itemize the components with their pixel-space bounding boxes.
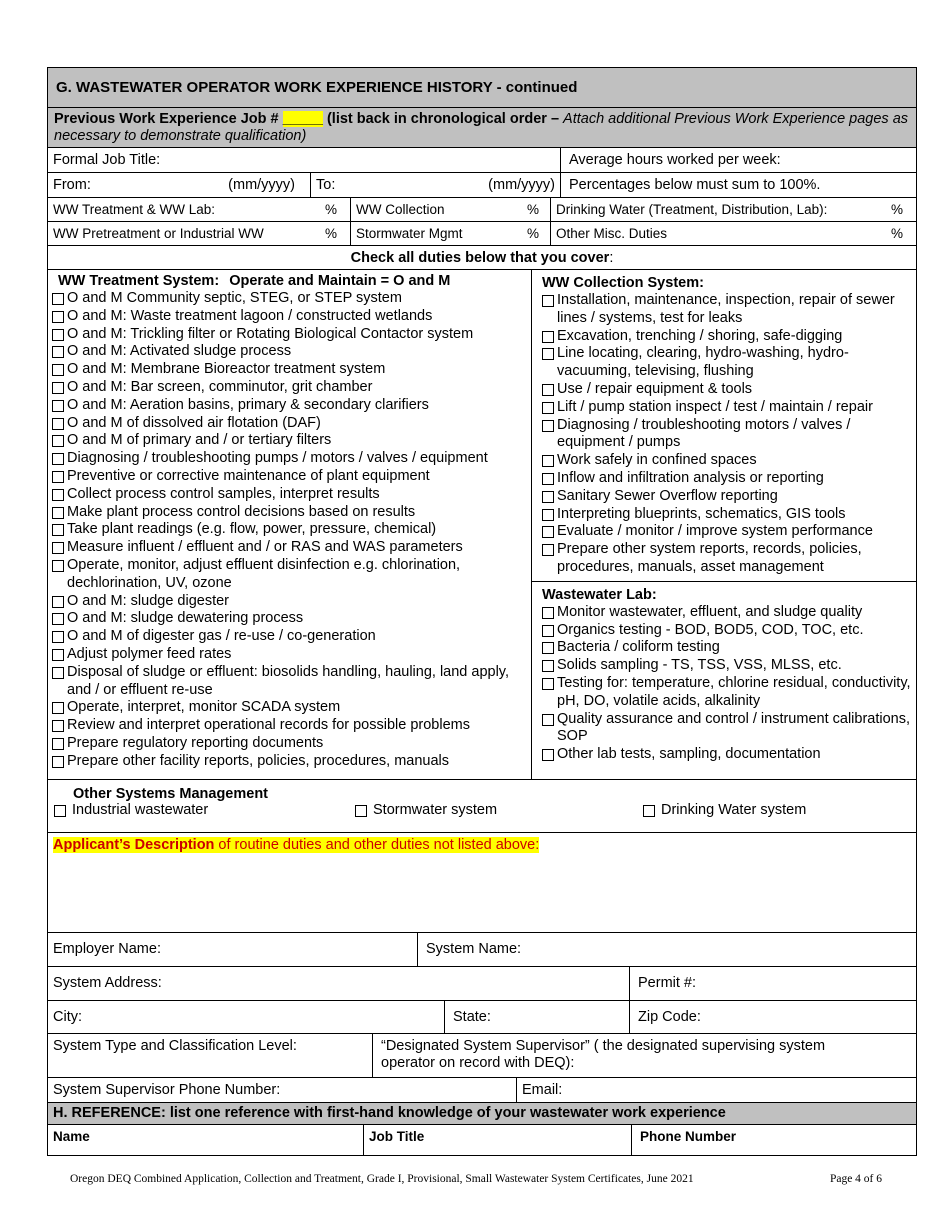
avg-hours-field[interactable]: Average hours worked per week: [569,152,781,168]
ww-treatment-checkbox[interactable] [52,489,64,501]
to-label: To: [316,177,336,193]
ww-treatment-title-text: WW Treatment System: [58,273,220,289]
ww-treatment-item-label: O and M Community septic, STEG, or STEP system [67,290,402,306]
ww-treatment-checkbox[interactable] [52,382,64,394]
ww-lab-item-label: Testing for: temperature, chlorine residual, conductivity, pH, DO, volatile acids, alkalinity [557,674,911,709]
ww-lab-checkbox[interactable] [542,660,554,672]
ww-lab-item-label: Bacteria / coliform testing [557,639,720,656]
ww-treatment-checkbox[interactable] [52,346,64,358]
ww-treatment-item[interactable] [52,699,531,717]
ww-treatment-item-label: Disposal of sludge or effluent: biosolids handling, hauling, land apply, and / or effluent re-use [67,663,510,698]
industrial-checkbox[interactable] [54,805,66,817]
pct-stormwater-field[interactable] [351,222,551,245]
ww-collection-title: WW Collection System: [542,275,704,291]
industrial-label: Industrial wastewater [72,801,209,818]
ww-treatment-item-label: O and M: sludge digester [67,592,230,609]
section-h-header: H. REFERENCE: list one reference with first-hand knowledge of your wastewater work experience [53,1105,726,1122]
ww-collection-checkbox[interactable] [542,491,554,503]
previous-job-label: Previous Work Experience Job # [54,111,279,127]
ww-treatment-checkbox[interactable] [52,453,64,465]
ww-treatment-item-label: Diagnosing / troubleshooting pumps / motors / valves / equipment [67,450,488,467]
ww-treatment-section [48,270,532,779]
ww-treatment-checkbox[interactable] [52,631,64,643]
pct-other-misc-label: Other Misc. Duties [556,226,668,241]
reference-name-field[interactable]: Name [48,1125,364,1155]
ww-lab-item-label: Other lab tests, sampling, documentation [557,746,821,763]
pct-drinking-water-label: Drinking Water (Treatment, Distribution, Lab): [556,202,828,217]
ww-collection-section [532,270,916,582]
ww-treatment-item-label: O and M: Aeration basins, primary & secondary clarifiers [67,396,429,413]
ww-treatment-item[interactable] [52,504,531,522]
stormwater-checkbox[interactable] [355,805,367,817]
pct-ww-collection-label: WW Collection [356,202,445,217]
pct-sign: % [324,226,337,241]
check-all-colon: : [609,249,614,266]
ww-treatment-item-label: O and M of dissolved air flotation (DAF) [67,414,321,431]
ww-treatment-item[interactable] [52,326,531,344]
ww-treatment-item[interactable] [52,753,531,771]
ww-collection-item[interactable] [542,345,912,381]
ww-treatment-checkbox[interactable] [52,649,64,661]
ww-treatment-item-label: Operate, monitor, adjust effluent disinfection e.g. chlorination, dechlorination, UV, ozone [67,556,461,591]
state-field[interactable]: State: [445,1001,630,1033]
ww-treatment-item[interactable] [52,557,531,593]
description-bold: Applicant’s Description [53,836,215,853]
ww-collection-checkbox[interactable] [542,348,554,360]
pct-ww-treatment-field[interactable] [48,198,351,221]
ww-treatment-subtitle: Operate and Maintain = O and M [229,273,451,289]
duties-columns [48,270,916,780]
ww-collection-checkbox[interactable] [542,509,554,521]
pct-sign: % [890,202,903,217]
ww-treatment-item[interactable] [52,379,531,397]
ww-treatment-item[interactable] [52,397,531,415]
ww-treatment-item-label: O and M of primary and / or tertiary filters [67,432,332,449]
ww-lab-item[interactable] [542,746,912,764]
ww-collection-item-label: Inflow and infiltration analysis or reporting [557,469,824,486]
ww-collection-item-label: Work safely in confined spaces [557,452,757,469]
ww-treatment-item[interactable] [52,343,531,361]
ww-collection-item-label: Evaluate / monitor / improve system performance [557,523,873,540]
ww-collection-item-label: Interpreting blueprints, schematics, GIS tools [557,505,846,522]
ww-lab-title: Wastewater Lab: [542,586,657,603]
reference-phone-field[interactable]: Phone Number [640,1128,737,1144]
ww-collection-item[interactable] [542,470,912,488]
ww-treatment-item[interactable] [52,361,531,379]
footer-text: Oregon DEQ Combined Application, Collection and Treatment, Grade I, Provisional, Small Wastewater System Certificates, June 2021 [70,1173,694,1185]
ww-treatment-checkbox[interactable] [52,329,64,341]
ww-treatment-item-label: O and M: sludge dewatering process [67,610,304,627]
form-frame [47,67,917,1156]
to-date-field[interactable] [311,173,561,197]
other-stormwater-item[interactable] [355,802,497,820]
ww-treatment-list [52,290,531,771]
section-g-header: G. WASTEWATER OPERATOR WORK EXPERIENCE HISTORY - continued [48,68,916,108]
ww-collection-item[interactable] [542,488,912,506]
ww-treatment-item[interactable] [52,539,531,557]
ww-treatment-checkbox[interactable] [52,720,64,732]
ww-treatment-checkbox[interactable] [52,560,64,572]
ww-lab-item[interactable] [542,711,912,747]
ww-collection-checkbox[interactable] [542,455,554,467]
ww-treatment-item[interactable] [52,290,531,308]
pct-ww-treatment-label: WW Treatment & WW Lab: [53,202,216,217]
ww-treatment-checkbox[interactable] [52,702,64,714]
ww-lab-checkbox[interactable] [542,625,554,637]
ww-treatment-item[interactable] [52,717,531,735]
ww-treatment-checkbox[interactable] [52,400,64,412]
ww-treatment-item-label: O and M: Membrane Bioreactor treatment system [67,361,386,378]
ww-collection-item[interactable] [542,523,912,541]
applicant-description-field[interactable] [48,833,916,933]
ww-collection-item-label: Prepare other system reports, records, policies, procedures, manuals, asset management [557,541,862,575]
ww-collection-item[interactable] [542,399,912,417]
ww-treatment-item-label: Take plant readings (e.g. flow, power, pressure, chemical) [67,521,437,538]
from-label: From: [53,177,91,193]
ww-treatment-item[interactable] [52,432,531,450]
ww-treatment-checkbox[interactable] [52,596,64,608]
ww-collection-item-label: Lift / pump station inspect / test / maintain / repair [557,398,873,415]
other-industrial-item[interactable] [54,802,208,820]
pct-sign: % [324,202,337,217]
ww-treatment-item[interactable] [52,486,531,504]
ww-treatment-item-label: O and M: Trickling filter or Rotating Biological Contactor system [67,325,474,342]
ww-treatment-checkbox[interactable] [52,293,64,305]
ww-collection-item-label: Sanitary Sewer Overflow reporting [557,487,778,504]
ww-treatment-item-label: Adjust polymer feed rates [67,645,232,662]
ww-treatment-item-label: O and M: Waste treatment lagoon / constructed wetlands [67,307,433,324]
ww-lab-item[interactable] [542,657,912,675]
ww-treatment-item-label: Measure influent / effluent and / or RAS and WAS parameters [67,539,463,556]
right-column [532,270,916,779]
ww-collection-checkbox[interactable] [542,544,554,556]
ww-treatment-item[interactable] [52,450,531,468]
percent-note: Percentages below must sum to 100%. [569,177,821,193]
zip-field[interactable]: Zip Code: [638,1008,701,1025]
pct-pretreatment-label: WW Pretreatment or Industrial WW [53,226,264,241]
check-all-heading [48,246,916,269]
designated-supervisor-field[interactable]: “Designated System Supervisor” ( the designated supervising system operator on record with DEQ): [381,1037,826,1071]
page-number: Page 4 of 6 [829,1173,882,1185]
ww-lab-checkbox[interactable] [542,678,554,690]
ww-collection-item[interactable] [542,381,912,399]
pct-sign: % [526,226,539,241]
ww-collection-item-label: Excavation, trenching / shoring, safe-digging [557,327,843,344]
ww-treatment-checkbox[interactable] [52,471,64,483]
ww-collection-item[interactable] [542,506,912,524]
drinking-water-checkbox[interactable] [643,805,655,817]
applicant-description-label [53,837,539,853]
ww-collection-item[interactable] [542,328,912,346]
ww-lab-checkbox[interactable] [542,749,554,761]
job-number-field[interactable]: _____ [282,111,323,127]
pct-ww-collection-field[interactable] [351,198,551,221]
system-name-field[interactable]: System Name: [426,941,522,958]
ww-treatment-checkbox[interactable] [52,311,64,323]
ww-treatment-item-label: Operate, interpret, monitor SCADA system [67,699,341,716]
ww-collection-checkbox[interactable] [542,473,554,485]
ww-treatment-checkbox[interactable] [52,756,64,768]
ww-collection-item-label: Use / repair equipment & tools [557,380,753,397]
ww-lab-checkbox[interactable] [542,642,554,654]
ww-treatment-title [52,273,531,290]
ww-treatment-checkbox[interactable] [52,542,64,554]
pct-sign: % [526,202,539,217]
ww-collection-item[interactable] [542,417,912,453]
pct-sign: % [890,226,903,241]
ww-collection-checkbox[interactable] [542,420,554,432]
ww-lab-item-label: Quality assurance and control / instrument calibrations, SOP [557,710,911,745]
ww-treatment-item[interactable] [52,308,531,326]
ww-collection-item[interactable] [542,452,912,470]
check-all-label: Check all duties below that you cover [350,249,610,266]
ww-treatment-item-label: O and M: Bar screen, comminutor, grit chamber [67,378,373,395]
other-systems-section [48,780,916,833]
ww-treatment-item-label: O and M of digester gas / re-use / co-generation [67,628,376,645]
reference-job-title-field[interactable]: Job Title [364,1125,632,1155]
ww-lab-item-label: Solids sampling - TS, TSS, VSS, MLSS, etc. [557,657,842,674]
ww-treatment-item[interactable] [52,610,531,628]
ww-treatment-item-label: Preventive or corrective maintenance of plant equipment [67,467,430,484]
ww-treatment-checkbox[interactable] [52,524,64,536]
system-address-field[interactable]: System Address: [48,967,630,1000]
ww-treatment-item[interactable] [52,521,531,539]
ww-treatment-checkbox[interactable] [52,418,64,430]
ww-collection-item-label: Diagnosing / troubleshooting motors / valves / equipment / pumps [557,416,851,451]
ww-treatment-checkbox[interactable] [52,364,64,376]
ww-lab-item[interactable] [542,604,912,622]
ww-lab-item-label: Organics testing - BOD, BOD5, COD, TOC, etc. [557,621,864,638]
ww-collection-checkbox[interactable] [542,526,554,538]
previous-job-header [48,108,916,148]
page-footer [70,1173,882,1185]
ww-lab-section [532,582,916,768]
permit-field[interactable]: Permit #: [638,975,697,992]
formal-job-title-field[interactable]: Formal Job Title: [48,148,561,172]
system-type-field[interactable]: System Type and Classification Level: [48,1034,373,1077]
email-field[interactable]: Email: [522,1081,563,1098]
ww-lab-item[interactable] [542,622,912,640]
other-drinking-water-item[interactable] [643,802,806,820]
ww-treatment-item[interactable] [52,735,531,753]
ww-lab-item[interactable] [542,639,912,657]
ww-treatment-checkbox[interactable] [52,667,64,679]
from-date-field[interactable] [48,173,311,197]
ww-treatment-item-label: Prepare other facility reports, policies, procedures, manuals [67,752,450,769]
ww-treatment-checkbox[interactable] [52,507,64,519]
other-systems-title: Other Systems Management [73,785,269,802]
ww-collection-item[interactable] [542,292,912,328]
ww-collection-list [542,292,912,577]
ww-lab-list [542,604,912,764]
ww-treatment-item[interactable] [52,628,531,646]
ww-collection-checkbox[interactable] [542,402,554,414]
ww-collection-checkbox[interactable] [542,295,554,307]
ww-treatment-item-label: Prepare regulatory reporting documents [67,734,324,751]
ww-collection-checkbox[interactable] [542,331,554,343]
ww-treatment-checkbox[interactable] [52,738,64,750]
ww-lab-item-label: Monitor wastewater, effluent, and sludge quality [557,603,863,620]
drinking-water-label: Drinking Water system [661,801,807,818]
chronological-note: (list back in chronological order – [322,111,564,127]
stormwater-label: Stormwater system [373,801,498,818]
ww-treatment-item-label: Make plant process control decisions based on results [67,503,416,520]
supervisor-phone-field[interactable]: System Supervisor Phone Number: [48,1078,517,1102]
pct-pretreatment-field[interactable] [48,222,351,245]
ww-lab-checkbox[interactable] [542,607,554,619]
attach-note: Attach additional Previous Work Experience pages as necessary to demonstrate qualification) [54,111,909,144]
ww-collection-item-label: Installation, maintenance, inspection, repair of sewer lines / systems, test for leaks [557,292,895,326]
ww-lab-item[interactable] [542,675,912,711]
employer-name-field[interactable]: Employer Name: [48,933,418,966]
ww-treatment-checkbox[interactable] [52,435,64,447]
ww-treatment-item[interactable] [52,664,531,700]
ww-treatment-item-label: Collect process control samples, interpret results [67,485,380,502]
city-field[interactable]: City: [48,1001,445,1033]
pct-stormwater-label: Stormwater Mgmt [356,226,463,241]
from-date-format: (mm/yyyy) [228,177,295,193]
ww-treatment-item[interactable] [52,415,531,433]
ww-collection-item[interactable] [542,541,912,577]
ww-collection-item-label: Line locating, clearing, hydro-washing, hydro-vacuuming, televising, flushing [557,345,849,380]
ww-treatment-item-label: Review and interpret operational records for possible problems [67,717,470,734]
ww-treatment-item[interactable] [52,593,531,611]
ww-treatment-item-label: O and M: Activated sludge process [67,343,292,360]
ww-treatment-item[interactable] [52,646,531,664]
to-date-format: (mm/yyyy) [488,177,555,193]
pct-other-misc-field[interactable] [551,222,916,245]
ww-lab-checkbox[interactable] [542,714,554,726]
description-rest: of routine duties and other duties not listed above: [214,836,540,853]
pct-drinking-water-field[interactable] [551,198,916,221]
ww-collection-checkbox[interactable] [542,384,554,396]
ww-treatment-item[interactable] [52,468,531,486]
ww-treatment-checkbox[interactable] [52,613,64,625]
